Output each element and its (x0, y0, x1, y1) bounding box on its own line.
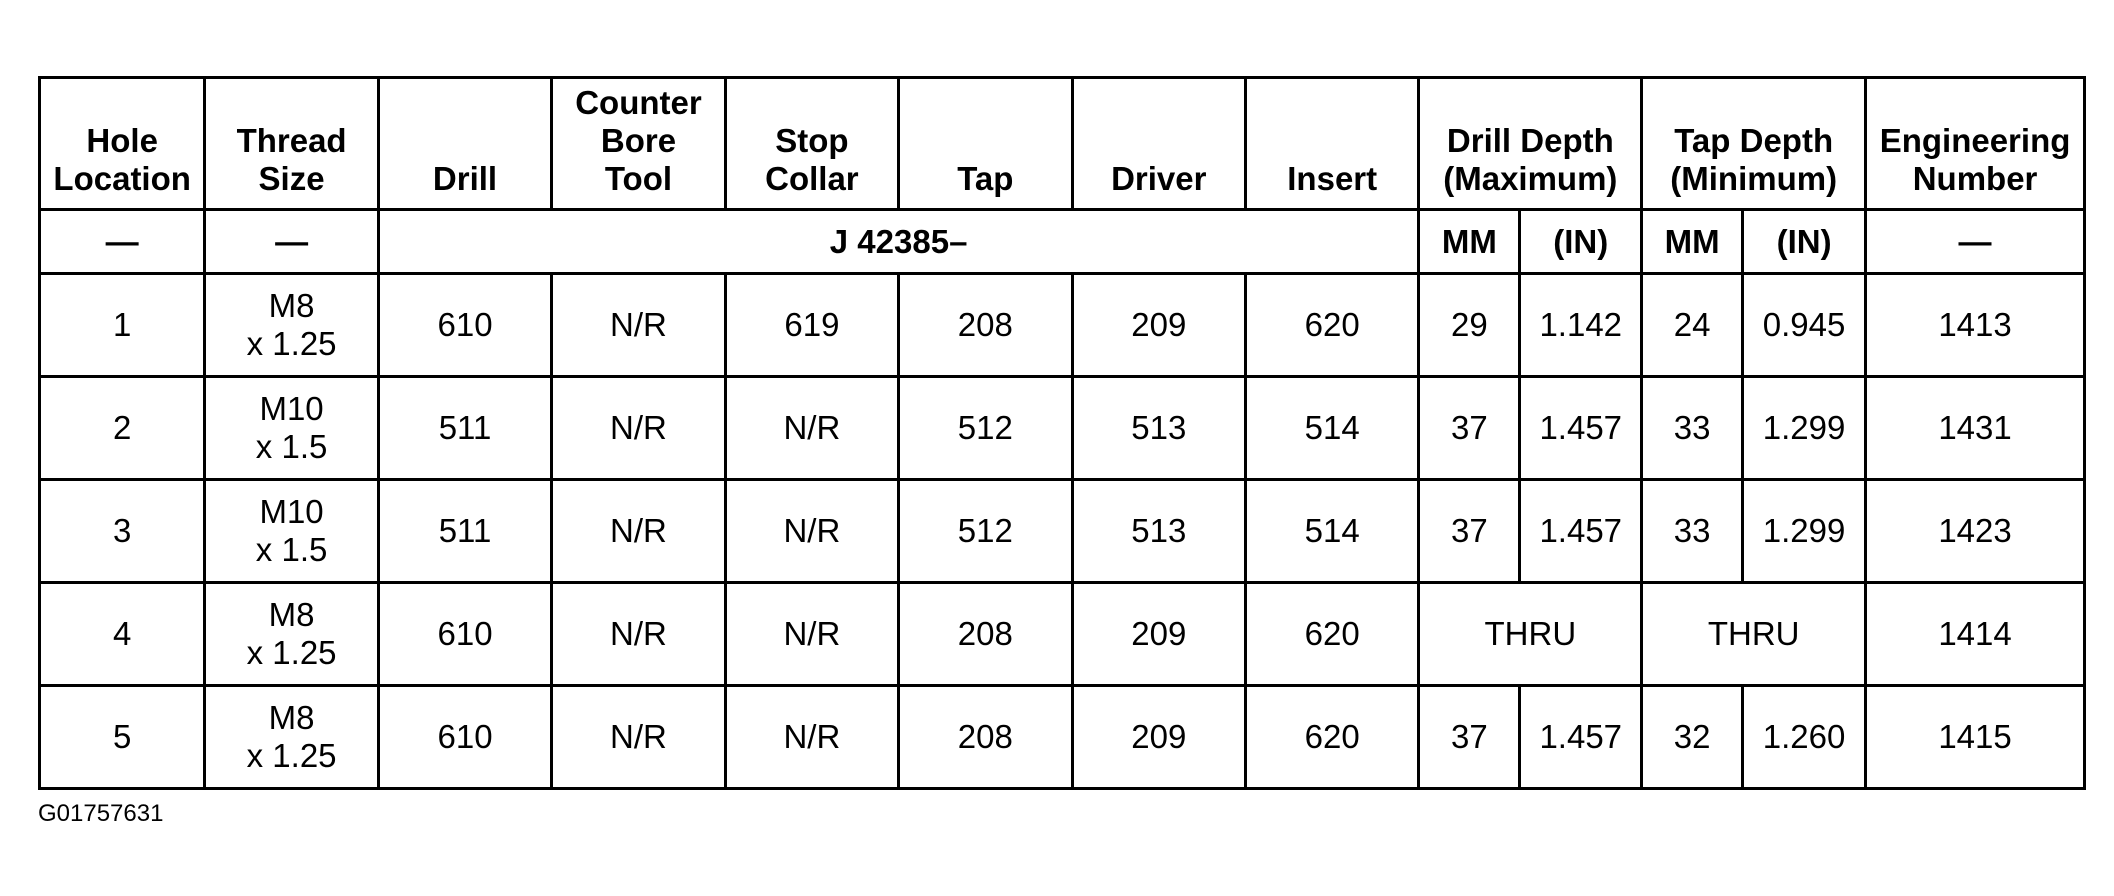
stop-collar-cell: 619 (725, 274, 898, 377)
table-row (40, 377, 2085, 480)
driver-cell: 209 (1072, 686, 1245, 789)
counter-bore-cell: N/R (552, 377, 725, 480)
drill-depth-mm-cell: 29 (1419, 274, 1520, 377)
drill-depth-in-cell: 1.457 (1520, 377, 1642, 480)
counter-bore-cell: N/R (552, 686, 725, 789)
subheader-thread-dash: — (205, 210, 378, 274)
drill-cell: 511 (378, 377, 551, 480)
tap-depth-in-cell: 1.299 (1743, 480, 1866, 583)
tap-depth-mm-cell: 33 (1642, 377, 1743, 480)
figure-id: G01757631 (38, 800, 164, 827)
counter-bore-cell: N/R (552, 583, 725, 686)
header-insert: Insert (1245, 78, 1418, 210)
drill-depth-in-cell: 1.142 (1520, 274, 1642, 377)
driver-cell: 209 (1072, 274, 1245, 377)
thread-size-cell: M10 x 1.5 (205, 377, 378, 480)
hole-location-cell: 4 (40, 583, 205, 686)
subheader-tap-mm: MM (1642, 210, 1743, 274)
subheader-tool-prefix: J 42385– (378, 210, 1419, 274)
drill-cell: 610 (378, 583, 551, 686)
stop-collar-cell: N/R (725, 583, 898, 686)
tool-specification-table (38, 76, 2086, 790)
subheader-hole-dash: — (40, 210, 205, 274)
thread-size-cell: M10 x 1.5 (205, 480, 378, 583)
header-counter-bore-tool: Counter Bore Tool (552, 78, 725, 210)
tap-depth-mm-cell: 24 (1642, 274, 1743, 377)
drill-depth-in-cell: 1.457 (1520, 480, 1642, 583)
engineering-number-cell: 1431 (1866, 377, 2085, 480)
driver-cell: 513 (1072, 377, 1245, 480)
insert-cell: 620 (1245, 583, 1418, 686)
insert-cell: 620 (1245, 274, 1418, 377)
driver-cell: 513 (1072, 480, 1245, 583)
table-row (40, 274, 2085, 377)
tap-cell: 512 (899, 377, 1072, 480)
header-row (40, 78, 2085, 210)
hole-location-cell: 3 (40, 480, 205, 583)
engineering-number-cell: 1413 (1866, 274, 2085, 377)
stop-collar-cell: N/R (725, 377, 898, 480)
tap-cell: 208 (899, 686, 1072, 789)
thread-size-cell: M8 x 1.25 (205, 583, 378, 686)
thread-size-cell: M8 x 1.25 (205, 274, 378, 377)
header-tap-depth: Tap Depth (Minimum) (1642, 78, 1866, 210)
drill-depth-mm-cell: 37 (1419, 480, 1520, 583)
tap-depth-in-cell: 0.945 (1743, 274, 1866, 377)
drill-cell: 610 (378, 686, 551, 789)
counter-bore-cell: N/R (552, 480, 725, 583)
engineering-number-cell: 1414 (1866, 583, 2085, 686)
tap-depth-mm-cell: 32 (1642, 686, 1743, 789)
header-thread-size: Thread Size (205, 78, 378, 210)
tap-cell: 208 (899, 274, 1072, 377)
subheader-tap-in: (IN) (1743, 210, 1866, 274)
hole-location-cell: 2 (40, 377, 205, 480)
tap-depth-thru-cell: THRU (1642, 583, 1866, 686)
hole-location-cell: 5 (40, 686, 205, 789)
header-engineering-number: Engineering Number (1866, 78, 2085, 210)
header-driver: Driver (1072, 78, 1245, 210)
table-row (40, 686, 2085, 789)
drill-depth-in-cell: 1.457 (1520, 686, 1642, 789)
counter-bore-cell: N/R (552, 274, 725, 377)
drill-cell: 511 (378, 480, 551, 583)
hole-location-cell: 1 (40, 274, 205, 377)
subheader-drill-mm: MM (1419, 210, 1520, 274)
drill-depth-thru-cell: THRU (1419, 583, 1642, 686)
table-row (40, 480, 2085, 583)
tap-depth-mm-cell: 33 (1642, 480, 1743, 583)
driver-cell: 209 (1072, 583, 1245, 686)
stop-collar-cell: N/R (725, 686, 898, 789)
subheader-engineering-dash: — (1866, 210, 2085, 274)
header-drill-depth: Drill Depth (Maximum) (1419, 78, 1642, 210)
subheader-drill-in: (IN) (1520, 210, 1642, 274)
insert-cell: 514 (1245, 377, 1418, 480)
insert-cell: 620 (1245, 686, 1418, 789)
subheader-row (40, 210, 2085, 274)
tap-cell: 208 (899, 583, 1072, 686)
stop-collar-cell: N/R (725, 480, 898, 583)
header-tap: Tap (899, 78, 1072, 210)
header-stop-collar: Stop Collar (725, 78, 898, 210)
drill-depth-mm-cell: 37 (1419, 686, 1520, 789)
table-row (40, 583, 2085, 686)
header-drill: Drill (378, 78, 551, 210)
drill-cell: 610 (378, 274, 551, 377)
tap-cell: 512 (899, 480, 1072, 583)
tap-depth-in-cell: 1.260 (1743, 686, 1866, 789)
drill-depth-mm-cell: 37 (1419, 377, 1520, 480)
engineering-number-cell: 1423 (1866, 480, 2085, 583)
tap-depth-in-cell: 1.299 (1743, 377, 1866, 480)
insert-cell: 514 (1245, 480, 1418, 583)
engineering-number-cell: 1415 (1866, 686, 2085, 789)
header-hole-location: Hole Location (40, 78, 205, 210)
thread-size-cell: M8 x 1.25 (205, 686, 378, 789)
